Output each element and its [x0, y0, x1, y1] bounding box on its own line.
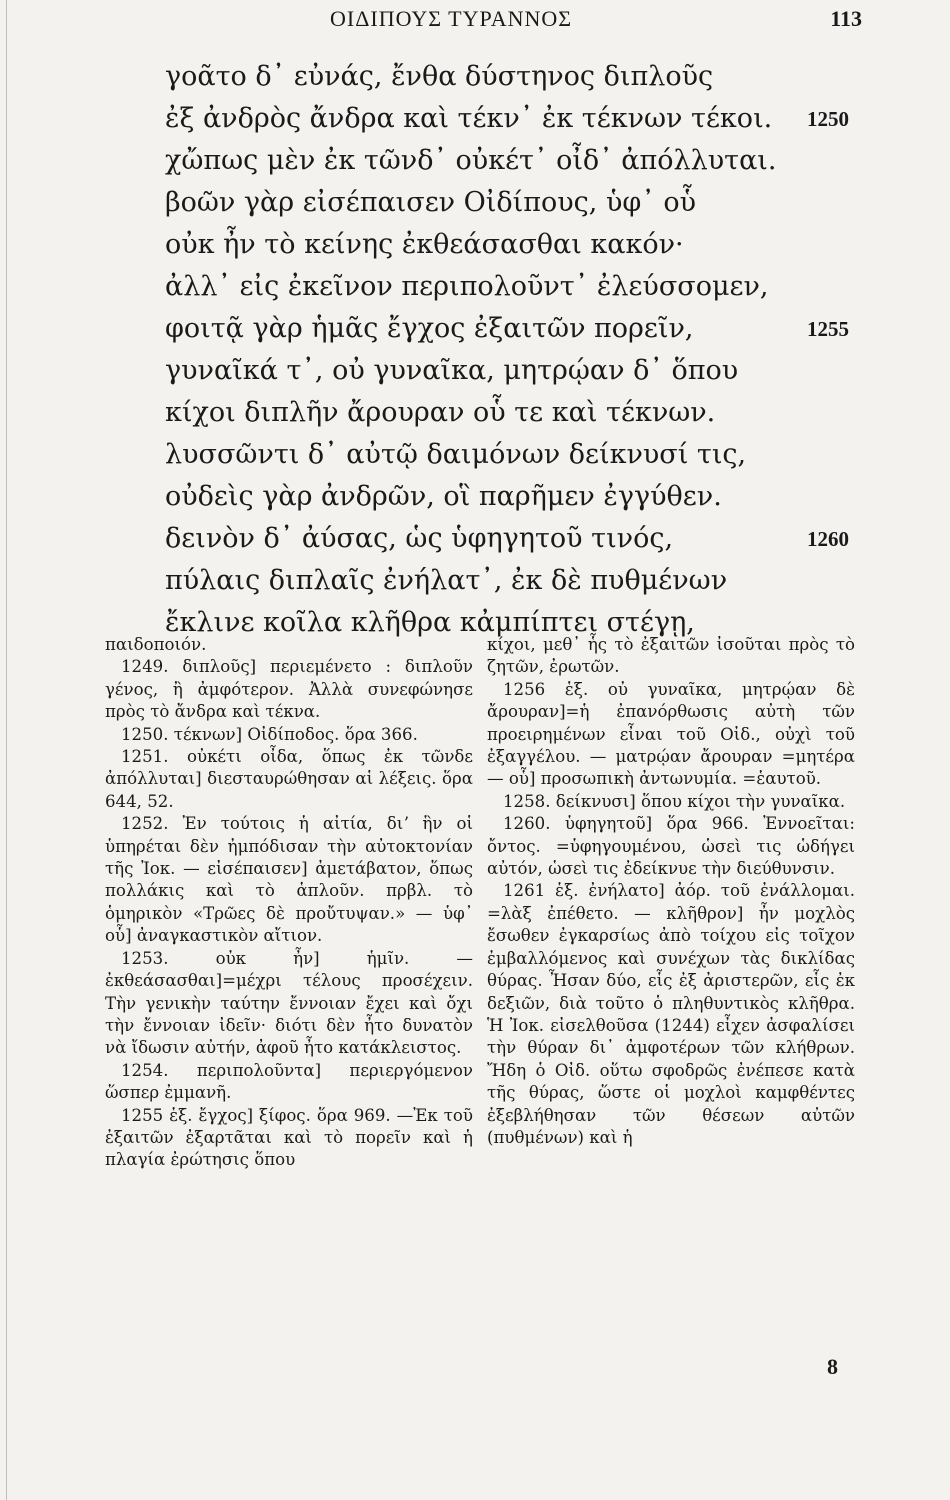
verse-line [165, 518, 865, 560]
verse-text-line: δεινὸν δ᾽ ἀύσας, ὡς ὑφηγητοῦ τινός, [165, 523, 674, 554]
commentary-note: 1261 ἑξ. ἐνήλατο] ἀόρ. τοῦ ἐνάλλομαι. =λὰξ ἐπέθετο. — κλῆθρον] ἦν μοχλὸς ἔσωθεν ἐγκαρσίως ἀπὸ τοίχου εἰς τοῖχον ἐμβαλλόμενος καὶ συνέχων τὰς δικλίδας θύρας. Ἦσαν δύο, εἷς ἐξ ἀριστερῶν, εἷς ἐκ δεξιῶν, διὰ τοῦτο ὁ πληθυντικὸς κλῆθρα. Ἡ Ἰοκ. εἰσελθοῦσα (1244) εἶχεν ἀσφαλίσει τὴν θύραν δι᾽ ἀμφοτέρων τῶν κλήθρων. Ἤδη ὁ Οἰδ. οὕτω σφοδρῶς ἐνέπεσε κατὰ τῆς θύρας, ὥστε οἱ μοχλοὶ καμφθέντες ἐξεβλήθησαν τῶν θέσεων αὐτῶν (πυθμένων) καὶ ἡ [487, 881, 855, 1147]
commentary-right-column [487, 634, 855, 1149]
verse-line [165, 224, 865, 266]
verse-line [165, 266, 865, 308]
verse-line [165, 140, 865, 182]
commentary-note: 1253. οὐκ ἦν] ἡμῖν. — ἐκθεάσασθαι]=μέχρι τέλους προσέχειν. Τὴν γενικὴν ταύτην ἔννοιαν ἔχει καὶ ὄχι τὴν ἔννοιαν ἰδεῖν· διότι δὲν ἦτο δυνατὸν νὰ ἴδωσιν αὐτήν, ἀφοῦ ἦτο κατάκλειστος. [105, 948, 473, 1058]
verse-line [165, 98, 865, 140]
verse-text-line: κίχοι διπλῆν ἄρουραν οὗ τε καὶ τέκνων. [165, 397, 716, 428]
commentary-note: 1258. δείκνυσι] ὅπου κίχοι τὴν γυναῖκα. [503, 791, 846, 811]
commentary-note: 1249. διπλοῦς] περιεμένετο : διπλοῦν γένος, ἢ ἀμφότερον. Ἀλλὰ συνεφώνησε πρὸς τὸ ἄνδρα καὶ τέκνα. [105, 657, 473, 722]
verse-line [165, 434, 865, 476]
commentary-note: 1255 ἑξ. ἔγχος] ξίφος. ὅρα 969. —Ἐκ τοῦ ἐξαιτῶν ἐξαρτᾶται καὶ τὸ πορεῖν καὶ ἡ πλαγία ἐρώτησις ὅπου [105, 1105, 473, 1170]
verse-line [165, 56, 865, 98]
verse-text-line: πύλαις διπλαῖς ἐνήλατ᾽, ἐκ δὲ πυθμένων [165, 565, 728, 596]
commentary-note: 1260. ὑφηγητοῦ] ὅρα 966. Ἐννοεῖται: ὄντος. =ὑφηγουμένου, ὡσεὶ τις ὡδήγει αὐτόν, ὡσεὶ τις ἐδείκνυε τὴν διεύθυνσιν. [487, 814, 855, 879]
verse-text-line: οὐκ ἦν τὸ κείνης ἐκθεάσασθαι κακόν· [165, 229, 684, 260]
verse-line-number: 1250 [807, 107, 849, 131]
commentary-note: κίχοι, μεθ᾽ ἧς τὸ ἐξαιτῶν ἰσοῦται πρὸς τὸ ζητῶν, ἐρωτῶν. [487, 635, 855, 677]
commentary-left-column [105, 634, 473, 1172]
verse-text-line: λυσσῶντι δ᾽ αὐτῷ δαιμόνων δείκνυσί τις, [165, 439, 747, 470]
signature-mark: 8 [827, 1354, 838, 1379]
commentary-note: 1256 ἑξ. οὐ γυναῖκα, μητρῴαν δὲ ἄρουραν]=ἡ ἐπανόρθωσις αὐτὴ τῶν προειρημένων εἶναι τοῦ Οἰδ., οὐχὶ τοῦ ἐξαγγέλου. — ματρῴαν ἄρουραν =μητέρα — οὗ] προσωπικὴ ἀντωνυμία. =ἑαυτοῦ. [487, 679, 855, 789]
verse-text-line: ἔκλινε κοῖλα κλῆθρα κἀμπίπτει στέγῃ, [165, 607, 695, 638]
page-number: 113 [830, 6, 862, 31]
verse-line-number: 1260 [807, 527, 849, 551]
verse-text-line: φοιτᾷ γὰρ ἡμᾶς ἔγχος ἐξαιτῶν πορεῖν, [165, 313, 694, 344]
commentary-note: 1251. οὐκέτι οἶδα, ὅπως ἐκ τῶνδε ἀπόλλυται] διεσταυρώθησαν αἱ λέξεις. ὅρα 644, 52. [105, 747, 473, 811]
verse-line [165, 476, 865, 518]
verse-text-line: ἀλλ᾽ εἰς ἐκεῖνον περιπολοῦντ᾽ ἐλεύσσομεν, [165, 271, 769, 302]
commentary-note: 1252. Ἐν τούτοις ἡ αἰτία, διʼ ἣν οἱ ὑπηρέται δὲν ἠμπόδισαν τὴν αὐτοκτονίαν τῆς Ἰοκ. — εἰσέπαισεν] ἀμετάβατον, ὅπως πολλάκις καὶ τὸ ἁπλοῦν. πρβλ. τὸ ὁμηρικὸν «Τρῶες δὲ προὔτυψαν.» — ὑφ᾽ οὗ] ἀναγκαστικὸν αἴτιον. [105, 814, 473, 946]
verse-line [165, 308, 865, 350]
running-header [0, 6, 950, 36]
verse-line-number: 1255 [807, 317, 849, 341]
verse-text-line: ἐξ ἀνδρὸς ἄνδρα καὶ τέκν᾽ ἐκ τέκνων τέκοι. [165, 103, 773, 134]
verse-text-line: γοᾶτο δ᾽ εὐνάς, ἔνθα δύστηνος διπλοῦς [165, 61, 714, 92]
verse-line [165, 560, 865, 602]
verse-line [165, 392, 865, 434]
verse-text [165, 56, 865, 644]
verse-text-line: γυναῖκά τ᾽, οὐ γυναῖκα, μητρῴαν δ᾽ ὅπου [165, 355, 739, 386]
commentary-note: παιδοποιόν. [105, 635, 207, 654]
verse-text-line: οὐδεὶς γὰρ ἀνδρῶν, οἳ παρῆμεν ἐγγύθεν. [165, 481, 722, 512]
commentary-note: 1254. περιπολοῦντα] περιεργόμενον ὥσπερ ἐμμανῆ. [105, 1060, 473, 1103]
verse-line [165, 182, 865, 224]
commentary-note: 1250. τέκνων] Οἰδίποδος. ὅρα 366. [121, 724, 418, 744]
page-edge [6, 0, 7, 1500]
verse-text-line: χὤπως μὲν ἐκ τῶνδ᾽ οὐκέτ᾽ οἶδ᾽ ἀπόλλυται. [165, 145, 777, 176]
verse-text-line: βοῶν γὰρ εἰσέπαισεν Οἰδίπους, ὑφ᾽ οὗ [165, 187, 697, 218]
verse-line [165, 350, 865, 392]
running-title: ΟΙΔΙΠΟΥΣ ΤΥΡΑΝΝΟΣ [330, 6, 573, 31]
